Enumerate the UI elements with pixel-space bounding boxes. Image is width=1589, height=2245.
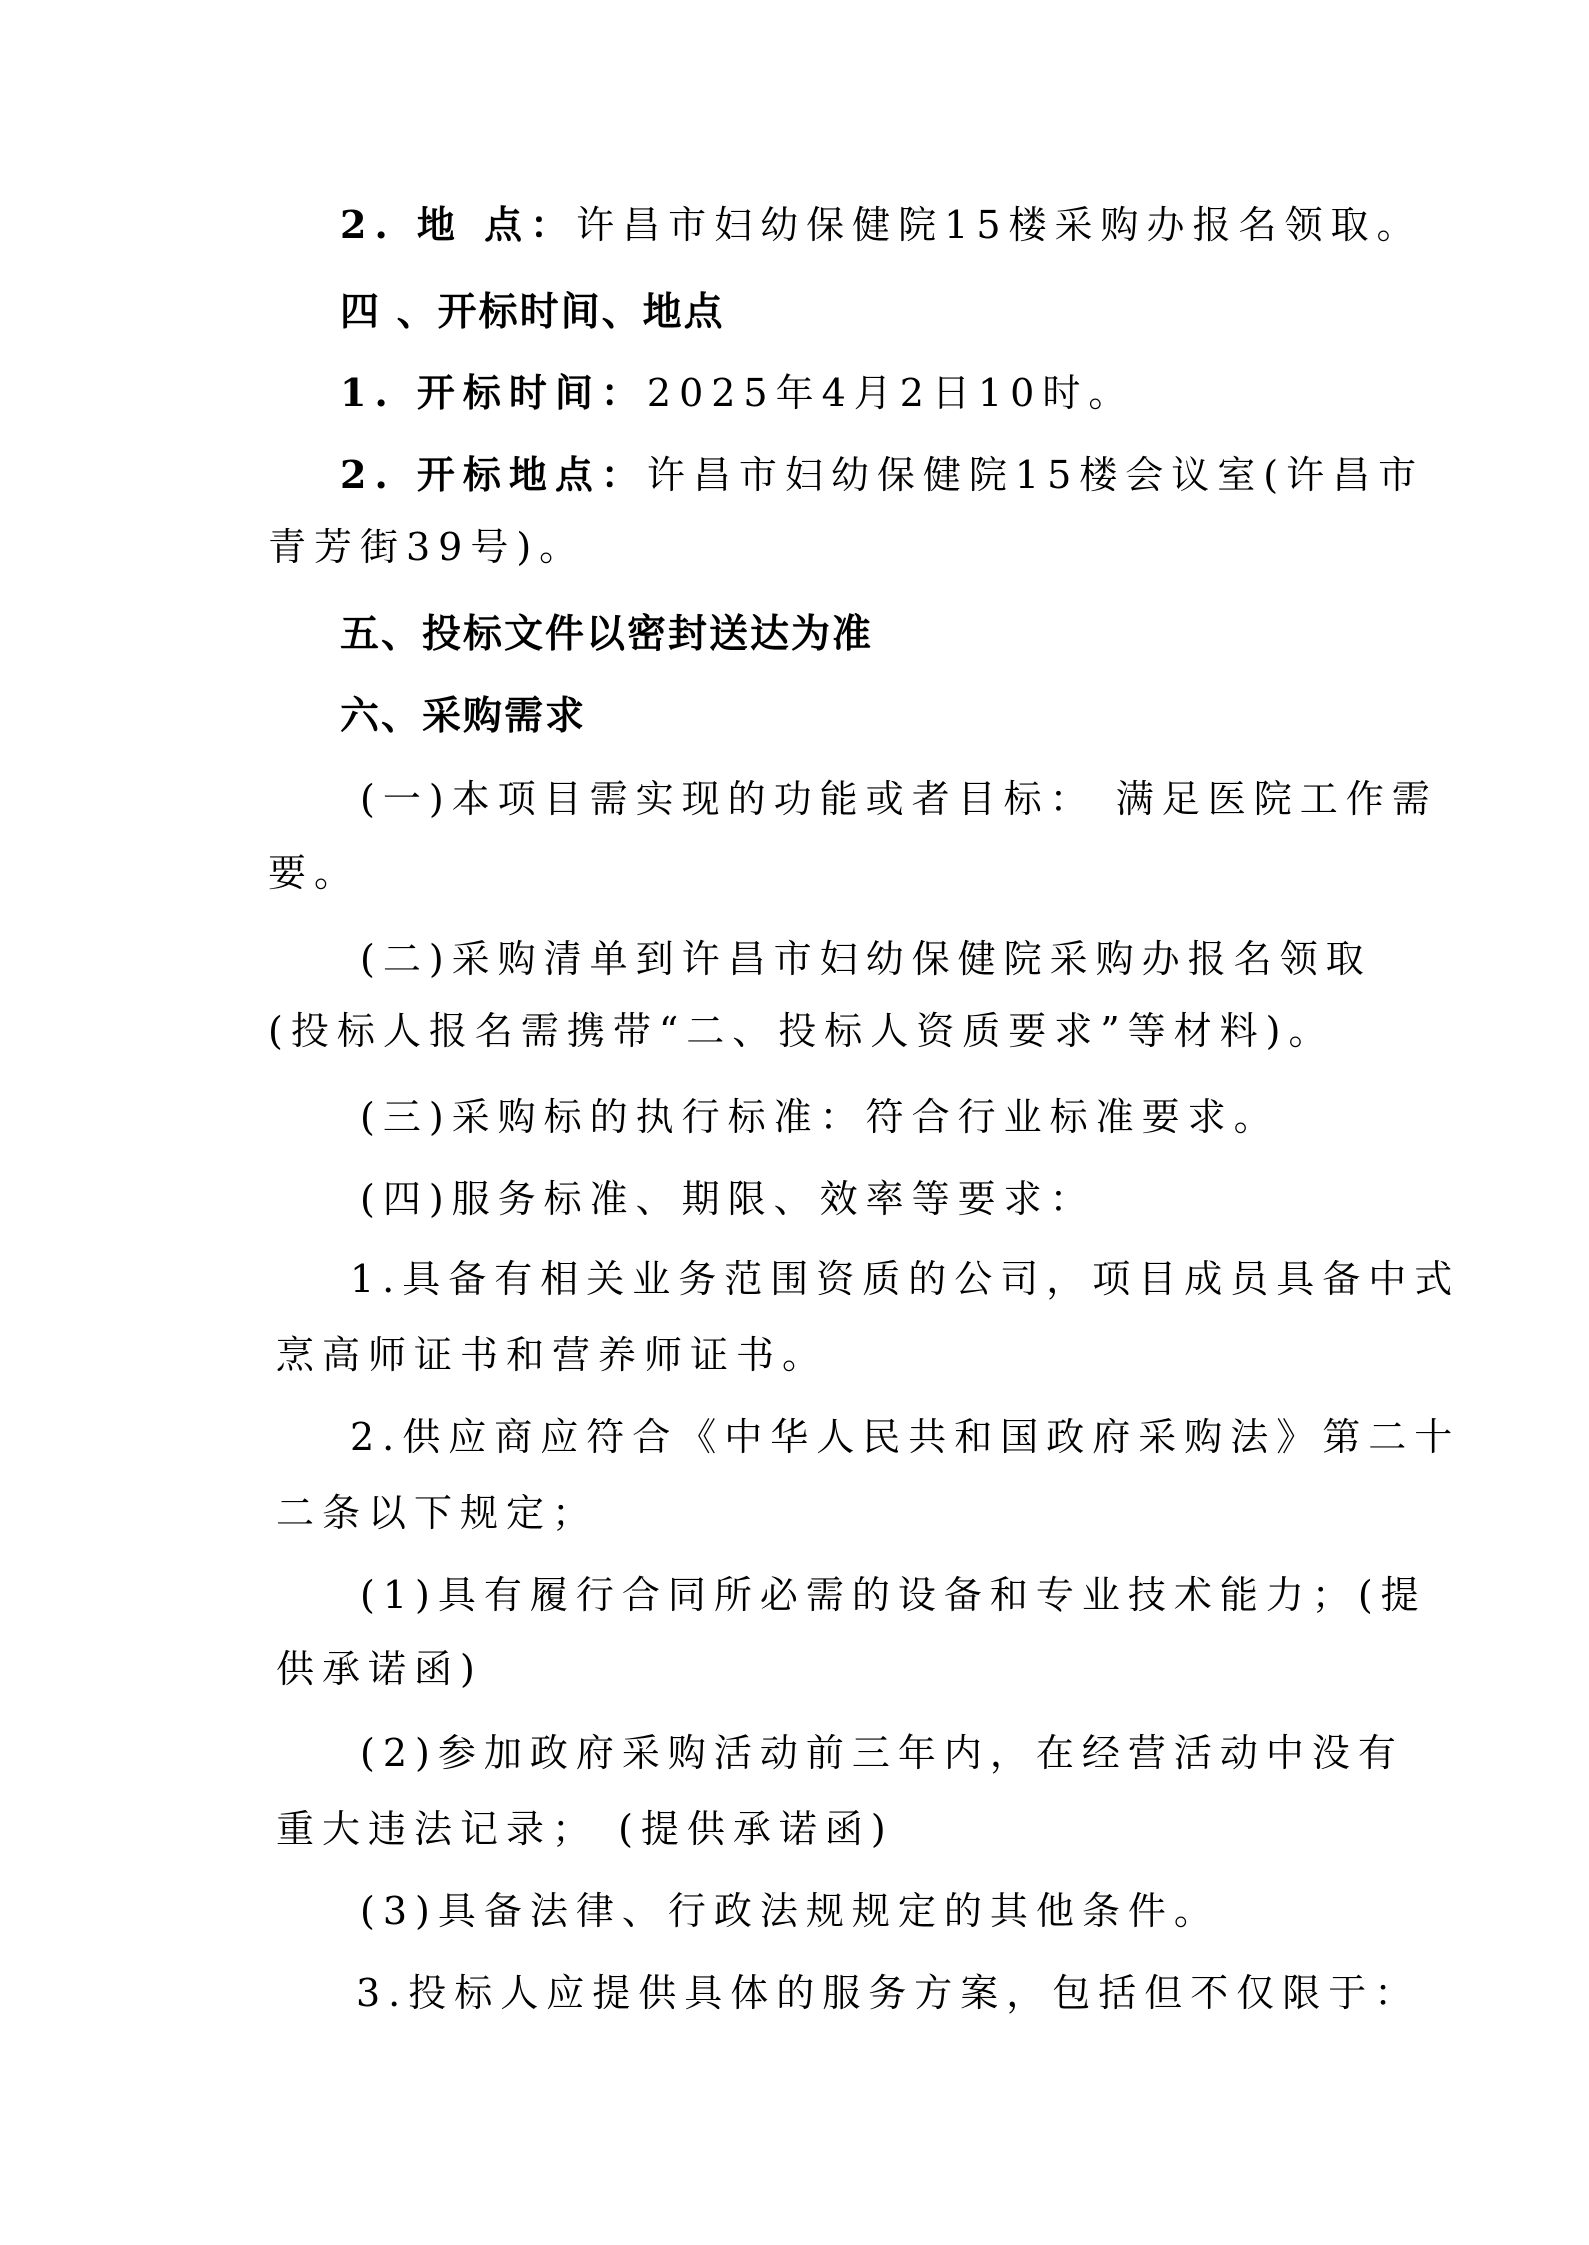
condition-1-line1: (1)具有履行合同所必需的设备和专业技术能力；(提 — [360, 1573, 1427, 1617]
service-item-2-line1: 2.供应商应符合《中华人民共和国政府采购法》第二十 — [350, 1415, 1461, 1459]
paragraph-location — [340, 202, 1423, 248]
paragraph-opening-time — [340, 370, 1134, 416]
location-text: 许昌市妇幼保健院15楼采购办报名领取。 — [576, 203, 1423, 247]
condition-2-line1: (2)参加政府采购活动前三年内，在经营活动中没有 — [360, 1731, 1404, 1775]
section-heading-5: 五、投标文件以密封送达为准 — [340, 612, 874, 657]
service-item-3: 3.投标人应提供具体的服务方案，包括但不仅限于： — [356, 1971, 1421, 2015]
condition-1-line2: 供承诺函) — [276, 1647, 483, 1691]
requirement-1-line2: 要。 — [268, 851, 361, 895]
requirement-2-line2: (投标人报名需携带“二、投标人资质要求”等材料)。 — [268, 1009, 1335, 1053]
service-item-2-line2: 二条以下规定； — [276, 1491, 599, 1535]
service-item-1-line1: 1.具备有相关业务范围资质的公司，项目成员具备中式 — [350, 1257, 1461, 1301]
opening-place-label: 2. 开标地点： — [340, 452, 647, 497]
opening-time-label: 1. 开标时间： — [340, 370, 647, 415]
location-label: 2. 地 点： — [340, 202, 577, 247]
paragraph-opening-place-cont: 青芳街39号)。 — [268, 525, 586, 569]
paragraph-opening-place — [340, 452, 1424, 498]
opening-time-text: 2025年4月2日10时。 — [646, 371, 1135, 415]
service-item-1-line2: 烹高师证书和营养师证书。 — [276, 1333, 829, 1377]
requirement-3: (三)采购标的执行标准：符合行业标准要求。 — [360, 1095, 1280, 1139]
section-heading-4: 四 、开标时间、地点 — [340, 290, 725, 335]
opening-place-text: 许昌市妇幼保健院15楼会议室(许昌市 — [646, 453, 1425, 497]
condition-2-line2: 重大违法记录； (提供承诺函) — [276, 1807, 894, 1851]
requirement-1-line1: (一)本项目需实现的功能或者目标： 满足医院工作需 — [360, 777, 1438, 821]
requirement-4: (四)服务标准、期限、效率等要求： — [360, 1177, 1096, 1221]
section-heading-6: 六、采购需求 — [340, 694, 587, 739]
condition-3: (3)具备法律、行政法规规定的其他条件。 — [360, 1889, 1220, 1933]
requirement-2-line1: (二)采购清单到许昌市妇幼保健院采购办报名领取 — [360, 937, 1372, 981]
